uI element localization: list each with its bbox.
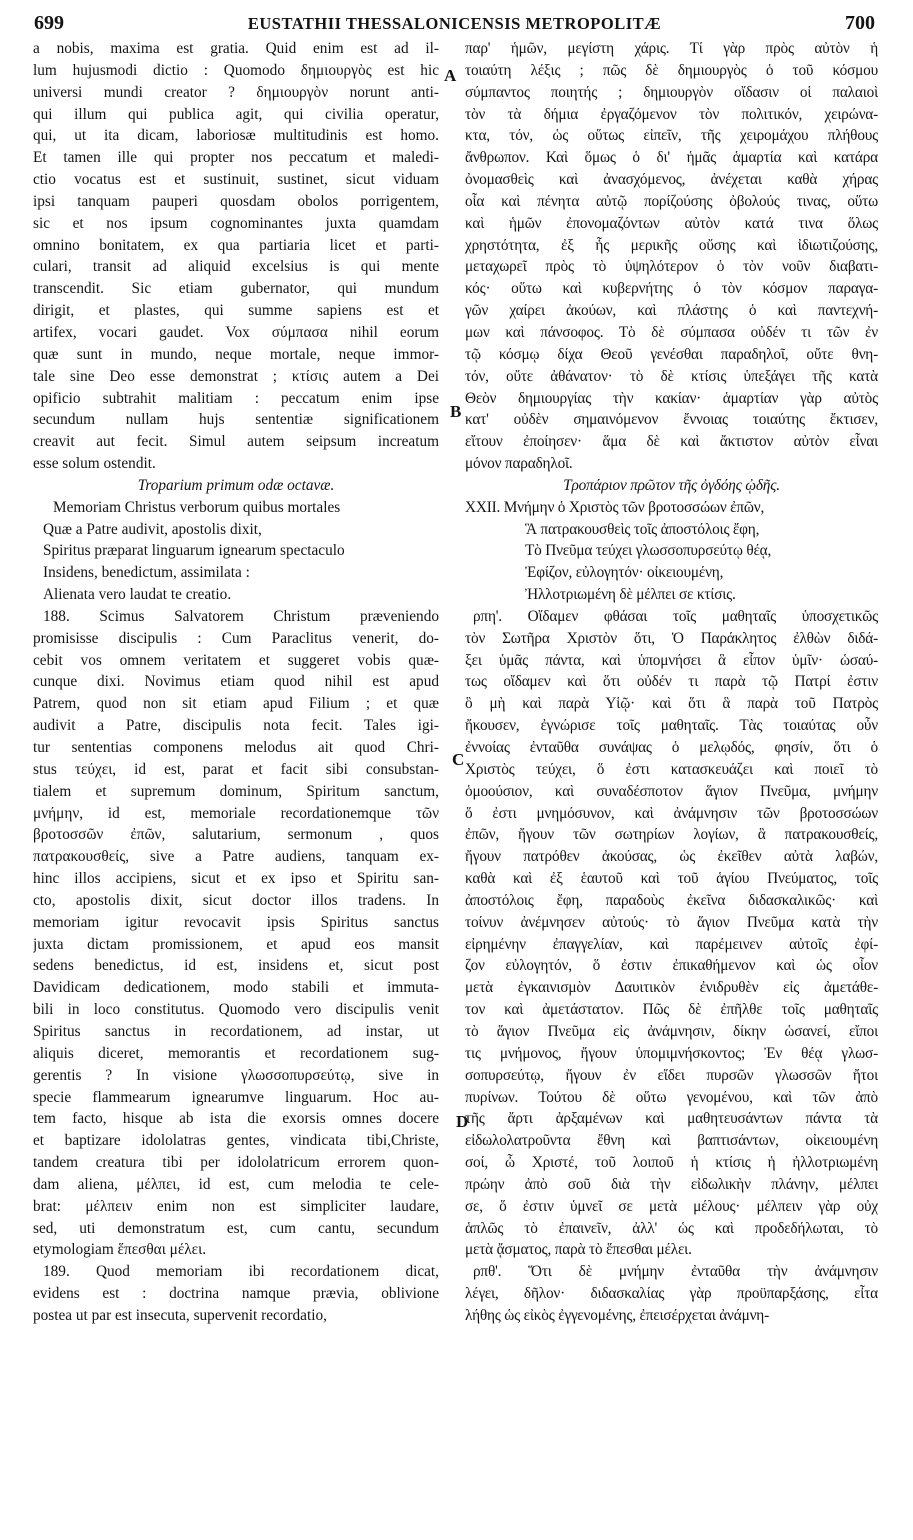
text-line: cunque dixi. Novimus etiam quod nihil est apud: [33, 673, 439, 691]
text-line: secundum nullam hujs sententiæ significationem: [33, 411, 439, 429]
text-line: qui, ut ita dicam, laboriosæ multitudinis est homo.: [33, 127, 439, 145]
text-line: χρηστότητα, ἐξ ἧς μερικῆς οὔσης καὶ ἰδιωτιζούσης,: [465, 236, 878, 254]
text-line: ἄνθρωπον. Καὶ ὅμως ὁ δι' ἡμᾶς ἁμαρτία καὶ κατάρα: [465, 149, 878, 167]
text-line: τις μνήμονος, ἤγουν ὑπομιμνήσκοντος; Ἐν θέᾳ γλωσ-: [465, 1044, 878, 1062]
text-line: cebit vos omnem veritatem et suggeret vobis quæ-: [33, 651, 439, 669]
margin-letter-c: C: [452, 750, 465, 769]
text-line: παρ' ἡμῶν, μεγίστη χάρις. Τί γὰρ πρὸς αὐτὸν ἡ: [465, 40, 878, 57]
text-line: tialem et supremum dominum, Spiritum sanctum,: [33, 782, 439, 800]
text-line: evidens est : doctrina namque prævia, oblivione: [33, 1285, 439, 1303]
text-line: sedens benedictus, id est, insidens et, sicut post: [33, 957, 439, 975]
text-line: πρώην ἀπὸ σοῦ διὰ τὴν εἰδωλικὴν πλάνην, μέλπει: [465, 1175, 878, 1193]
text-line: audivit a Patre, discipulis nota fecit. Tales igi-: [33, 717, 439, 735]
running-title: EUSTATHII THESSALONICENSIS METROPOLITÆ: [247, 14, 662, 33]
text-line: καὶ ἡμῶν ἐπονομαζόντων αὐτὸν κατά τινα ὅλως: [465, 214, 878, 232]
text-line: opificio subtrahit malitiam : peccatum enim ipse: [33, 389, 439, 407]
text-line: εἴτουν ἐποίησεν· ἅμα δὲ καὶ ἄκτιστον αὐτὸν εἶναι: [465, 433, 878, 451]
text-line: Insidens, benedictum, assimilata :: [43, 564, 250, 582]
text-line: memoriam igitur revocavit ipsis Spiritus sanctus: [33, 913, 439, 931]
text-line: Davidicam dedicationem, modo stabili et immuta-: [33, 979, 439, 997]
text-line: qui illum qui publica agit, qui civilia operatur,: [33, 105, 439, 123]
text-line: dam aliena, μέλπει, id est, cum melodia te cele-: [33, 1175, 439, 1193]
text-line: sic et nos ipsum cognominantes juxta quamdam: [33, 214, 439, 232]
text-line: Et tamen ille qui propter nos peccatum et maledi-: [33, 149, 439, 167]
text-line: μων καὶ πάνσοφος. Τὸ δὲ σύμπασα οὐδέν τι τῶν ἐν: [465, 323, 878, 341]
text-line: σε, ὅ ἐστιν ὑμνεῖ σε μετὰ μέλους· μέλπειν γὰρ οὐχ: [465, 1197, 878, 1215]
page-number-right: 700: [845, 12, 875, 34]
page-number-left: 699: [34, 12, 64, 34]
text-line: ἤκουσεν, ἐγνώρισε τοῖς μαθηταῖς. Τὰς τοιαύτας οὖν: [465, 717, 878, 735]
margin-letter-a: A: [444, 66, 457, 85]
text-line: brat: μέλπειν enim non est simpliciter laudare,: [33, 1197, 439, 1215]
text-line: ὅ ἐστι μνημόσυνον, καὶ ἀνάμνησιν τῶν βροτοσσώων: [465, 804, 878, 822]
text-line: οἷα καὶ πένητα αὐτῷ πορίζούσης ὀβολούς τινας, οὕτω: [465, 192, 878, 210]
text-line: tem facto, hisque ab ista die exorsis omnes docere: [33, 1110, 439, 1128]
text-line: a nobis, maxima est gratia. Quid enim est ad il-: [33, 40, 439, 57]
text-line: juxta dictam promissionem, et apud eos mansit: [33, 935, 439, 953]
text-line: κατ' οὐδὲν σημαινόμενον ἔννοιας τοιαύτης ἔκτισεν,: [465, 411, 878, 429]
text-line: Θεὸν δημιουργίας τὴν κακίαν· ἁμαρτίαν γὰρ αὐτὸς: [465, 389, 878, 407]
text-line: ξει ὑμᾶς πάντα, καὶ ὑπομνήσει ἃ εἶπον ὑμῖν· ὡσαύ-: [465, 651, 878, 669]
text-line: lum hujusmodi dictio : Quomodo δημιουργὸς est hic: [33, 61, 439, 79]
text-line: sed, uti demonstratum est, cum cantu, secundum: [33, 1219, 439, 1237]
page-header: [34, 12, 875, 38]
text-line: universi mundi creator ? δημιουργὸν norunt anti-: [33, 83, 439, 101]
text-line: ὀνομασθεὶς καὶ ἀνασχόμενος, ἀνέχεται καθὰ χήρας: [465, 171, 878, 189]
text-line: Patrem, quod non sit etiam apud Filium ; et quæ: [33, 695, 439, 713]
text-line: ἤγουν πατρόθεν ἀκούσας, ὡς ἐκεῖθεν αὐτὰ λαβών,: [465, 848, 878, 866]
text-line: 188. Scimus Salvatorem Christum præveniendo: [43, 607, 439, 625]
text-line: τὸ ἅγιον Πνεῦμα εἰς ἀνάμνησιν, δίκην ὡσανεί, εἴποι: [465, 1022, 878, 1040]
text-line: Memoriam Christus verborum quibus mortales: [53, 498, 341, 516]
text-line: τόν, οὔτε ἀθάνατον· τὸ δὲ κτίσις ὑπεξάγει τῆς κατὰ: [465, 367, 878, 385]
text-line: specie flammearum ignearumve linguarum. Hoc au-: [33, 1088, 439, 1106]
text-line: creavit aut fecit. Simul autem seipsum increatum: [33, 433, 439, 451]
text-line: Τροπάριον πρῶτον τῆς ὀγδόης ᾠδῆς.: [563, 476, 780, 494]
text-line: Ἃ πατρακουσθεὶς τοῖς ἀποστόλοις ἔφη,: [525, 520, 760, 538]
text-line: promisisse discipulis : Cum Paraclitus venerit, do-: [33, 629, 439, 647]
text-line: τῆς ἄρτι ἀρξαμένων καὶ μαθητευσάντων πάντα τὰ: [465, 1110, 878, 1128]
text-line: μετὰ ἐγκαινισμὸν Δαυιτικὸν ἐνιδρυθὲν εἰς ἀμετάθε-: [465, 979, 878, 997]
text-line: τοιαύτη λέξις ; πῶς δὲ δημιουργὸς ὁ τοῦ κόσμου: [465, 61, 878, 79]
text-line: cto, apostolis dixit, sicut doctor illos tradens. In: [33, 891, 439, 909]
text-line: artifex, vocari gaudet. Vox σύμπασα nihil eorum: [33, 323, 439, 341]
text-line: omnino bonitatem, ex qua partiaria licet et parti-: [33, 236, 439, 254]
text-line: gerentis ? In visione γλωσσοπυρσεύτῳ, sive in: [33, 1066, 439, 1084]
text-line: transcendit. Sic etiam gubernator, qui mundum: [33, 280, 439, 298]
text-line: tandem creatura tibi per idololatricum errorem quon-: [33, 1154, 439, 1172]
text-line: postea ut par est insecuta, supervenit recordatio,: [33, 1306, 327, 1324]
text-line: τως οἴδαμεν καὶ ὅτι οὐδέν τι παρὰ τῷ Πατρί ἐστιν: [465, 673, 878, 691]
text-line: ἐπῶν, ἤγουν τῶν σωτηρίων λογίων, ἃ πατρακουσθείς,: [465, 826, 878, 844]
text-line: γῶν χαίρει ἀκούων, καὶ πλάστης ὁ καὶ παντεχνή-: [465, 302, 878, 320]
text-line: Spiritus sanctus in recordationem, ad instar, ut: [33, 1022, 439, 1040]
text-line: ctio vocatus est et sustinuit, sustinet, sicut viduam: [33, 171, 439, 189]
text-line: Troparium primum odæ octavæ.: [137, 476, 335, 494]
text-line: τὸν Σωτῆρα Χριστὸν ὅτι, Ὁ Παράκλητος ἐλθὼν διδά-: [465, 629, 878, 647]
text-line: quæ sunt in mundo, neque mortale, neque immor-: [33, 345, 439, 363]
latin-column: [33, 38, 439, 1327]
text-line: bili in loco constitutus. Quomodo vero discipulis venit: [33, 1001, 439, 1019]
text-line: etymologiam ἕπεσθαι μέλει.: [33, 1241, 207, 1259]
text-line: ζον εὐλογητόν, ὅ ἐστιν ἐπικαθήμενον καὶ ὡς οἷον: [465, 957, 878, 975]
text-line: σύμπαντος ποιητής ; δημιουργὸν οἴδασιν οἱ παλαιοὶ: [465, 83, 878, 101]
text-line: culari, transit ad aliquid excelsius is qui mente: [33, 258, 439, 276]
greek-column: [465, 38, 878, 1327]
text-line: Χριστὸς τεύχει, ὅ ἐστι κατασκευάζει καὶ ποιεῖ τὸ: [465, 760, 878, 778]
text-line: λέγει, δῆλον· διδασκαλίας γὰρ προϋπαρξάσης, εἶτα: [465, 1285, 878, 1303]
text-line: ipsi tanquam pauperi quosdam obolos porrigentem,: [33, 192, 439, 210]
text-line: κτα, τόν, ὡς οὕτως εἰπεῖν, τῆς χειρομάχου πλήθους: [465, 127, 878, 145]
text-line: καθὰ καὶ ἐξ ἑαυτοῦ καὶ τοῦ ἁγίου Πνεύματος, τοῖς: [465, 870, 878, 888]
text-line: esse solum ostendit.: [33, 455, 156, 473]
text-line: τοίνυν ἀνέμνησεν αὐτούς· τὸ ἅγιον Πνεῦμα κατὰ τὴν: [465, 913, 878, 931]
text-line: ἁπλῶς τὸ ἐπαινεῖν, ἀλλ' ὡς καὶ προδεδήλωται, τὸ: [465, 1219, 878, 1237]
text-line: XXII. Μνήμην ὁ Χριστὸς τῶν βροτοσσώων ἐπῶν,: [465, 498, 765, 516]
text-line: πυρίνων. Τούτου δὲ οὕτω γενομένου, καὶ τῶν ἀπὸ: [465, 1088, 878, 1106]
text-line: ἐννοίας ἐνταῦθα συνάψας ὁ μελῳδός, φησίν, ὅτι ὁ: [465, 739, 878, 756]
text-line: et baptizare idololatras gentes, vindicata tibi,Christe,: [33, 1132, 439, 1150]
text-line: τῷ κόσμῳ δίχα Θεοῦ γενέσθαι παραδηλοῖ, οὔτε θνη-: [465, 345, 878, 363]
text-line: βροτοσσῶν ἐπῶν, salutarium, sermonum , quos: [33, 826, 439, 844]
text-line: ὁμοούσιον, καὶ συναδέσποτον ἅγιον Πνεῦμα, μνήμην: [465, 782, 878, 800]
margin-letter-b: B: [450, 402, 462, 421]
text-line: ρπθ'. Ὅτι δὲ μνήμην ἐνταῦθα τὴν ἀνάμνησιν: [473, 1263, 878, 1281]
text-line: τον καὶ ἀμετάστατον. Πῶς δὲ ἐπῆλθε τοῖς μαθηταῖς: [465, 1001, 878, 1019]
text-line: Τὸ Πνεῦμα τεύχει γλωσσοπυρσεύτῳ θέᾳ,: [525, 542, 772, 560]
text-line: μνήμην, id est, memoriale recordationemque τῶν: [33, 804, 439, 822]
text-line: μετὰ ᾄσματος, παρὰ τὸ ἕπεσθαι μέλει.: [465, 1241, 692, 1259]
text-line: tale sine Deo esse demonstrat ; κτίσις autem a Dei: [33, 367, 439, 385]
text-line: μεταχωρεῖ πρὸς τὸ ὑψηλότερον ὁ τὸν νοῦν διαβατι-: [465, 258, 878, 276]
text-line: 189. Quod memoriam ibi recordationem dicat,: [43, 1263, 439, 1281]
text-line: Ἠλλοτριωμένη δὲ μέλπει σε κτίσις.: [525, 586, 736, 604]
text-line: Spiritus præparat linguarum ignearum spectaculo: [43, 542, 345, 560]
text-line: dirigit, et plastes, qui summe sapiens est et: [33, 302, 439, 320]
text-line: μόνον παραδηλοῖ.: [465, 455, 573, 473]
text-line: tur sententias componens melodus ait quod Chri-: [33, 739, 439, 756]
text-line: εἰρημένην ἐπαγγελίαν, καὶ παρέμεινεν αὐτοῖς ἐφί-: [465, 935, 878, 953]
text-line: λήθης ὡς εἰκὸς ἐγγενομένης, ἐπεισέρχεται ἀνάμνη-: [465, 1306, 769, 1324]
text-line: κός· οὕτω καὶ κυβερνήτης ὁ τὸν κόσμον παραγα-: [465, 280, 878, 298]
text-line: Alienata vero laudat te creatio.: [43, 586, 232, 604]
text-line: ὃ μὴ καὶ παρὰ Υἱῷ· καὶ ὅτι ἃ παρὰ τοῦ Πατρὸς: [465, 695, 878, 713]
text-line: ἀποστόλοις ἔφη, παραδοὺς ἐκεῖνα διδασκαλικῶς· καὶ: [465, 891, 878, 909]
text-line: εἰδωλολατροῦντα ἔθνη καὶ βαπτισάντων, οἰκειουμένη: [465, 1132, 878, 1150]
text-line: hinc illos accipiens, sicut et ex ipso et Spiritu san-: [33, 870, 439, 888]
text-line: Quæ a Patre audivit, apostolis dixit,: [43, 520, 262, 538]
text-line: πατρακουσθείς, sive a Patre audiens, tanquam ex-: [33, 848, 439, 866]
text-line: σοί, ὦ Χριστέ, τοῦ λοιποῦ ἡ κτίσις ἡ ἠλλοτριωμένη: [465, 1154, 878, 1172]
text-line: τὸν τὰ δήμια ἐργαζόμενον τὸν πολιτικόν, χειρώνα-: [465, 105, 878, 123]
text-line: ρπη'. Οἴδαμεν φθάσαι τοῖς μαθηταῖς ὑποσχετικῶς: [473, 607, 878, 625]
text-line: σοπυρσεύτῳ, ἤγουν ἐν εἴδει πυρσῶν γλωσσῶν ἤτοι: [465, 1066, 878, 1084]
text-line: aliquis diceret, memorantis et recordationem sug-: [33, 1044, 439, 1062]
text-line: stus τεύχει, id est, parat et facit sibi consubstan-: [33, 760, 439, 778]
margin-letter-d: D: [456, 1112, 469, 1131]
text-line: Ἐφίζον, εὐλογητόν· οἰκειουμένη,: [525, 564, 724, 582]
